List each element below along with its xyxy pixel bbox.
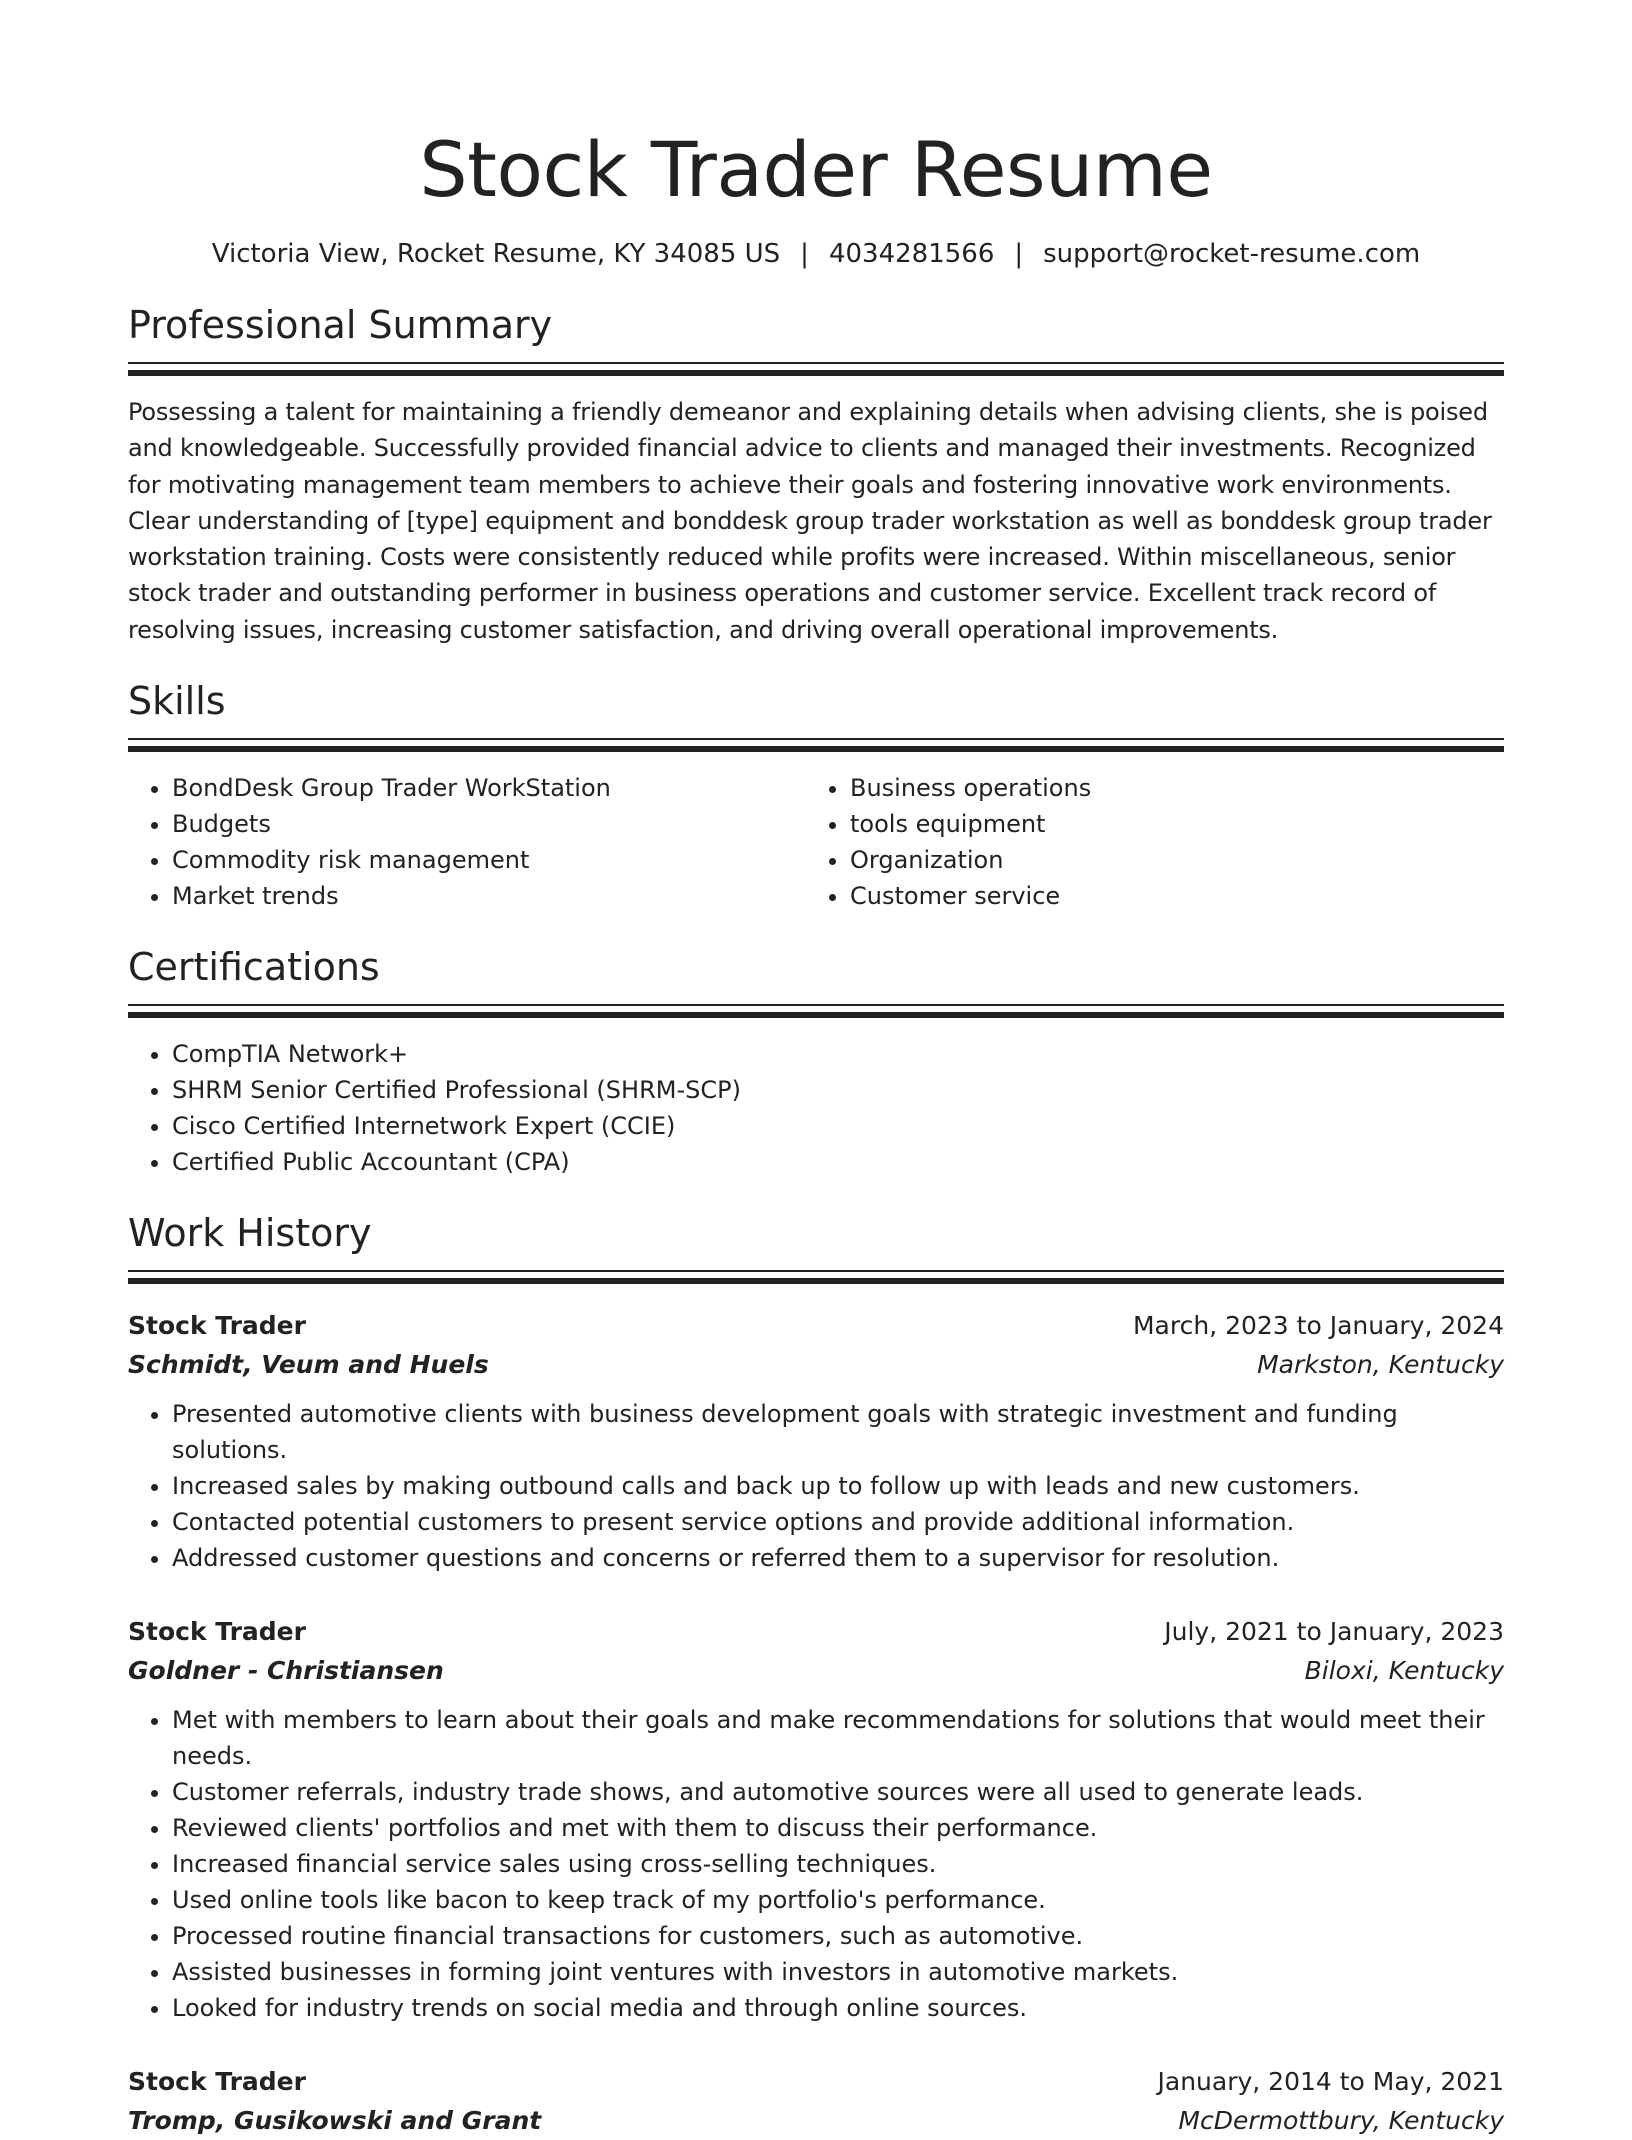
contact-line	[128, 236, 1504, 272]
contact-address: Victoria View, Rocket Resume, KY 34085 US	[211, 239, 781, 269]
skill-item: • Budgets	[172, 806, 806, 842]
contact-separator: |	[1014, 239, 1024, 269]
skill-item: • tools equipment	[850, 806, 1484, 842]
resume-title: Stock Trader Resume	[419, 125, 1213, 214]
skill-item: • BondDesk Group Trader WorkStation	[172, 770, 806, 806]
contact-phone: 4034281566	[828, 239, 995, 269]
job-company: Goldner - Christiansen	[128, 1656, 444, 1686]
job-company: Schmidt, Veum and Huels	[128, 1350, 489, 1380]
job-duty-item: • Customer referrals, industry trade shows, and automotive sources were all used to generate leads.	[172, 1774, 1504, 1810]
job-duty-item: • Reviewed clients' portfolios and met with them to discuss their performance.	[172, 1810, 1504, 1846]
section-divider	[128, 1004, 1504, 1018]
skill-item: • Organization	[850, 842, 1484, 878]
skills-column-right	[806, 770, 1484, 914]
job-duty-item: • Looked for industry trends on social media and through online sources.	[172, 1990, 1504, 2026]
job-title: Stock Trader	[128, 2067, 306, 2097]
job-dates: March, 2023 to January, 2024	[1132, 1311, 1504, 1341]
job-entry	[128, 1612, 1504, 2026]
job-location: McDermottbury, Kentucky	[1178, 2106, 1504, 2136]
section-heading-summary: Professional Summary	[128, 303, 553, 347]
job-dates: January, 2014 to May, 2021	[1157, 2067, 1504, 2097]
job-duty-item: • Used online tools like bacon to keep track of my portfolio's performance.	[172, 1882, 1504, 1918]
job-employer-row	[128, 1651, 1504, 1690]
job-entry	[128, 1306, 1504, 1576]
job-header-row	[128, 2062, 1504, 2101]
certification-item: • CompTIA Network+	[172, 1036, 1504, 1072]
job-employer-row	[128, 2101, 1504, 2140]
job-header-row	[128, 1612, 1504, 1651]
job-duties	[128, 1396, 1504, 1576]
job-location: Markston, Kentucky	[1257, 1350, 1504, 1380]
job-duty-item: • Increased sales by making outbound calls and back up to follow up with leads and new customers.	[172, 1468, 1504, 1504]
certification-item: • Certified Public Accountant (CPA)	[172, 1144, 1504, 1180]
skill-item: • Commodity risk management	[172, 842, 806, 878]
job-duty-item: • Presented automotive clients with business development goals with strategic investment and funding solutions.	[172, 1396, 1504, 1468]
certification-item: • SHRM Senior Certified Professional (SHRM-SCP)	[172, 1072, 1504, 1108]
skill-item: • Business operations	[850, 770, 1484, 806]
job-employer-row	[128, 1345, 1504, 1384]
job-title: Stock Trader	[128, 1311, 306, 1341]
contact-separator: |	[800, 239, 809, 269]
job-entry	[128, 2062, 1504, 2140]
job-duty-item: • Processed routine financial transactions for customers, such as automotive.	[172, 1918, 1504, 1954]
section-heading-skills: Skills	[128, 679, 226, 724]
job-title: Stock Trader	[128, 1617, 306, 1647]
job-company: Tromp, Gusikowski and Grant	[128, 2106, 542, 2136]
skills-list	[128, 770, 1504, 914]
resume-page	[128, 0, 1504, 2140]
section-divider	[128, 738, 1504, 752]
job-duty-item: • Assisted businesses in forming joint ventures with investors in automotive markets.	[172, 1954, 1504, 1990]
job-header-row	[128, 1306, 1504, 1345]
job-dates: July, 2021 to January, 2023	[1164, 1617, 1504, 1647]
section-divider	[128, 1270, 1504, 1284]
job-duty-item: • Addressed customer questions and concerns or referred them to a supervisor for resolution.	[172, 1540, 1504, 1576]
skills-column-left	[128, 770, 806, 914]
section-heading-certifications: Certifications	[128, 945, 380, 990]
job-duty-item: • Contacted potential customers to present service options and provide additional information.	[172, 1504, 1504, 1540]
contact-email: support@rocket-resume.com	[1043, 239, 1421, 269]
certification-item: • Cisco Certified Internetwork Expert (CCIE)	[172, 1108, 1504, 1144]
job-duties	[128, 1702, 1504, 2026]
certifications-list	[128, 1036, 1504, 1180]
job-duty-item: • Met with members to learn about their goals and make recommendations for solutions that would meet their needs.	[172, 1702, 1504, 1774]
job-location: Biloxi, Kentucky	[1304, 1656, 1504, 1686]
skill-item: • Market trends	[172, 878, 806, 914]
skill-item: • Customer service	[850, 878, 1484, 914]
section-heading-work-history: Work History	[128, 1211, 372, 1256]
summary-text: Possessing a talent for maintaining a friendly demeanor and explaining details when advising clients, she is poised and knowledgeable. Successfully provided financial advice to clients and managed their investments. Recognized for motivating management team members to achieve their goals and fostering innovative work environments. Clear understanding of [type] equipment and bonddesk group trader workstation as well as bonddesk group trader workstation training. Costs were consistently reduced while profits were increased. Within miscellaneous, senior stock trader and outstanding performer in business operations and customer service. Excellent track record of resolving issues, increasing customer satisfaction, and driving overall operational improvements.	[128, 398, 1492, 644]
section-divider	[128, 362, 1504, 376]
job-duty-item: • Increased financial service sales using cross-selling techniques.	[172, 1846, 1504, 1882]
